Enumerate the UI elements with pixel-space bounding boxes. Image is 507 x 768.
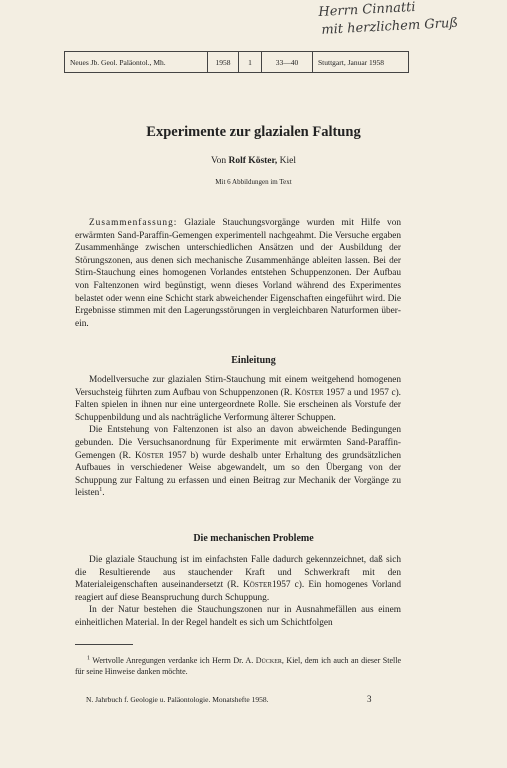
figures-note: Mit 6 Abbildungen im Text [215,178,292,186]
footnote-name: Dücker [255,656,282,665]
page-footer-journal: N. Jahrbuch f. Geologie u. Paläontologie. Monatshefte 1958. [86,695,269,704]
footnote [75,655,401,677]
text-span: 1957 a und 1957 c). Falten spielen in ihnen nur eine untergeordnete Rolle. Sie erscheinen als Vorstufe der Schuppenbildung und als nachträgliche Verformung älterer Schuppen. [75,387,402,423]
citation-author: Köster [243,580,272,591]
header-pages: 33—40 [262,52,313,72]
text-span: 1957 c). Ein homogenes Vorland reagiert auf diese Beanspruchung durch Schuppung. [75,580,401,603]
header-place-date: Stuttgart, Januar 1958 [318,57,385,67]
summary-text: Glaziale Stauchungsvorgänge wurden mit Hilfe von erwärmten Sand-Paraffin-Gemengen experimentell nachgeahmt. Die Versuche ergaben Zusammenhänge zwischen unterschiedlichen Ansätzen und der Ausbildung der Störungszonen, aus denen sich mechanische Zusammenhänge ableiten lassen. Bei der Stirn-Stauchung eines homogenen Vorlandes entstehen Schuppenzonen. Der Aufbau von Faltenzonen wird begünstigt, wenn dieses Vorland während des Experimentes belastet oder wenn eine Schicht stark abweichender Eigenschaften eingeführt wird. Die Ergebnisse stimmen mit den Lagerungsstörungen in vergleichbaren Naturformen überein. [75,218,401,329]
citation-author: Köster [134,450,164,461]
text-span: . [102,488,105,499]
heading-einleitung: Einleitung [231,355,276,366]
einleitung-paragraph-1 [75,374,401,424]
probleme-paragraph-2: In der Natur bestehen die Stauchungszonen nur in Ausnahmefällen aus einem einheitlichen Material. In der Regel handelt es sich um Schichtfolgen [75,605,401,628]
footnote-rule [75,644,133,645]
footnote-paragraph [75,655,401,677]
text-span: , Kiel, dem ich auch an dieser Stelle für seine Hinweise danken möchte. [75,656,402,676]
handwritten-dedication [318,0,500,40]
header-year: 1958 [208,52,239,72]
header-issue: 1 [239,52,262,72]
text-span: Die glaziale Stauchung ist im einfachsten Falle dadurch gekennzeichnet, daß sich die Resultierende aus stauchender Kraft und Schwerkraft mit den Materialeigenschaften auseinandersetzt (R. [75,555,401,591]
author-prefix: Von [211,156,227,166]
einleitung-paragraph-2 [75,424,401,500]
probleme-paragraph-1 [75,554,401,604]
einleitung-section [75,374,401,500]
author-line [0,156,507,166]
footnote-number: 1 [87,655,90,662]
text-span: 1957 b) wurde deshalb unter Erhaltung des grundsätzlichen Aufbaues in verschiedener Weise abgewandelt, um so den Übergang von der Schuppung zur Faltung zu erfassen und einen Beitrag zur Mechanik der Vorgänge zu leisten [75,450,402,499]
text-span: Modellversuche zur glazialen Stirn-Stauchung mit einem weitgehend homogenen Versuchsteig führten zum Aufbau von Schuppenzonen (R. [75,375,401,398]
summary-section [75,217,401,330]
author-name: Rolf Köster, [228,156,278,166]
page-number: 3 [367,694,372,704]
dedication-line-2: mit herzlichem Gruß [320,15,459,38]
header-journal: Neues Jb. Geol. Paläontol., Mh. [65,52,208,72]
text-span: Wertvolle Anregungen verdanke ich Herrn Dr. A. [92,656,254,665]
text-span: Die Entstehung von Faltenzonen ist also an davon abweichende Bedingungen gebunden. Die Versuchsanordnung für Experimente mit erwärmten Sand-Paraffin-Gemengen (R. [75,425,401,461]
journal-header-box [64,51,409,73]
summary-paragraph [75,217,401,330]
probleme-section [75,554,401,630]
article-title: Experimente zur glazialen Faltung [146,124,361,140]
citation-author: Köster [294,387,324,398]
summary-label: Zusammenfassung: [89,218,178,228]
dedication-line-1: Herrn Cinnatti [318,0,416,20]
heading-mechanische-probleme: Die mechanischen Probleme [193,533,314,544]
author-place: Kiel [279,156,296,166]
footnote-marker: 1 [99,487,103,494]
